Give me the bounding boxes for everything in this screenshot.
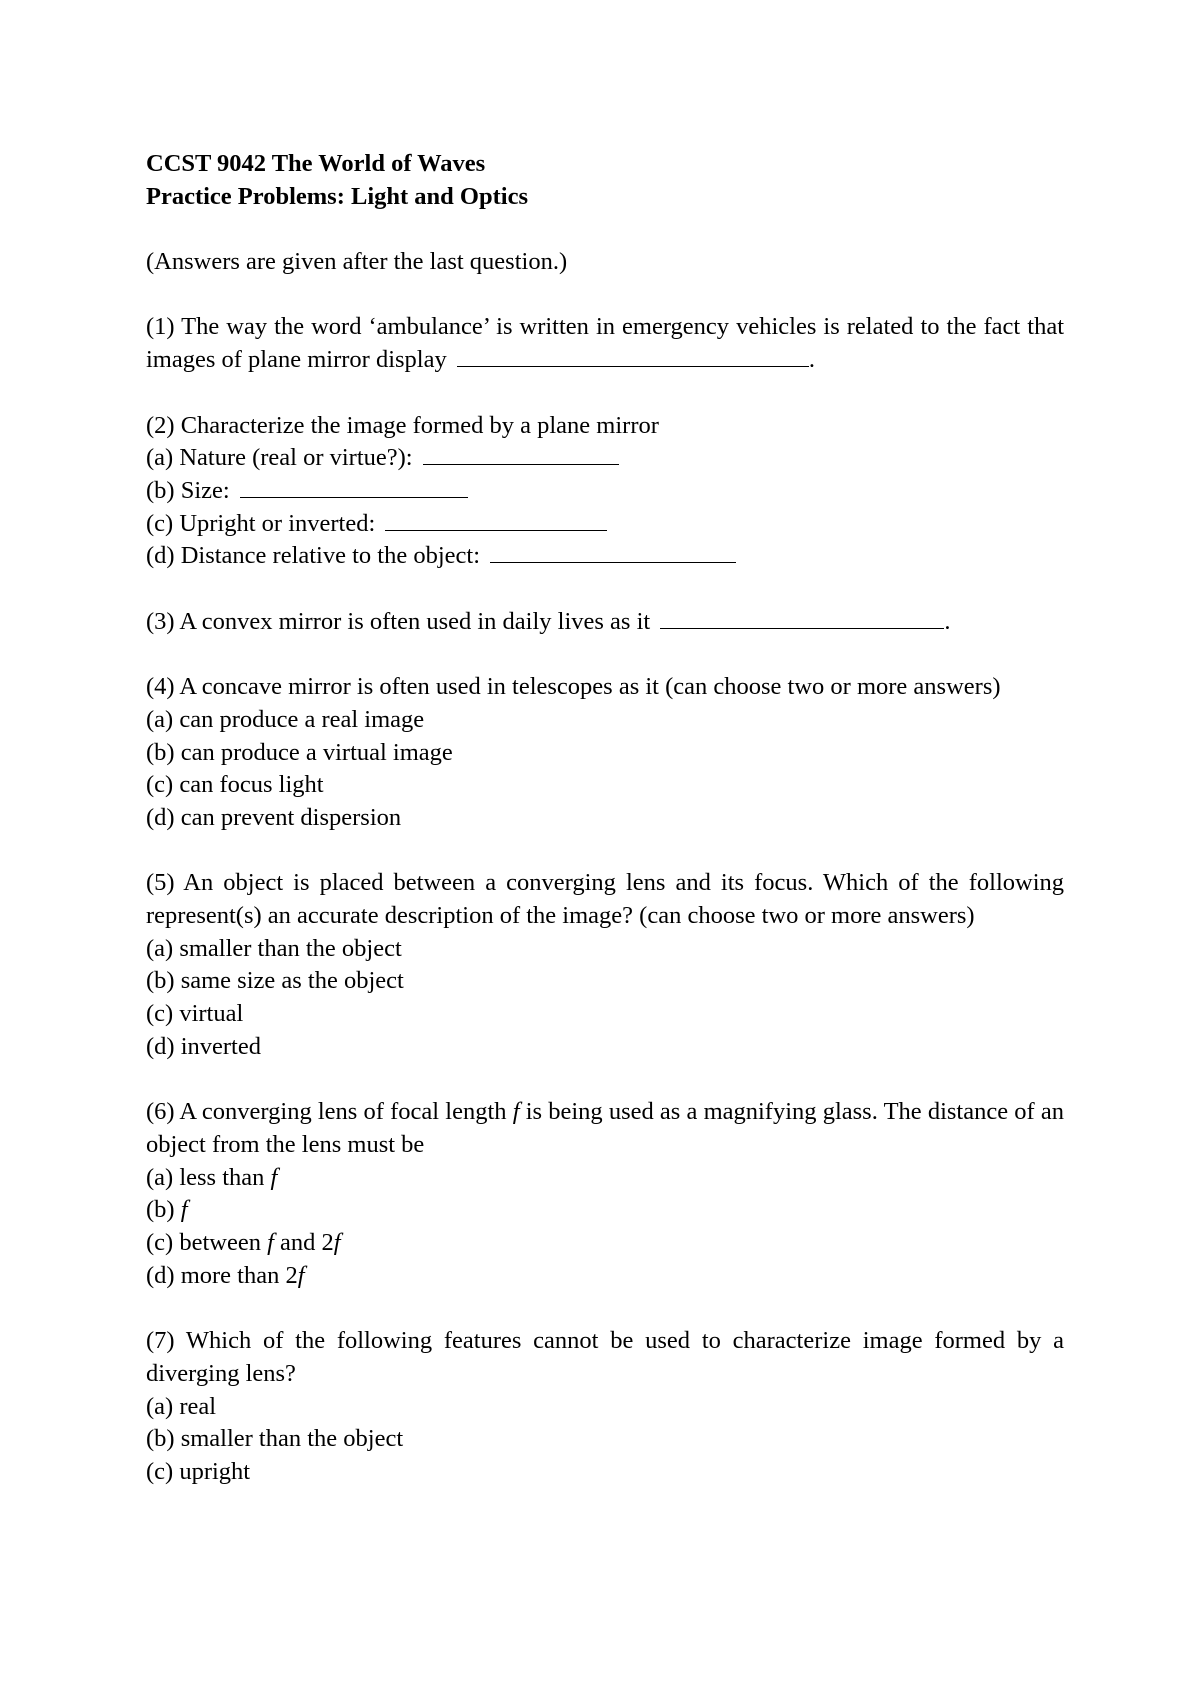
question-3-end: . bbox=[944, 607, 951, 635]
answers-note: (Answers are given after the last question.) bbox=[146, 248, 568, 276]
focal-length-symbol: f bbox=[267, 1229, 274, 1257]
question-6-option-c-mid: and 2 bbox=[280, 1229, 334, 1257]
question-1-text: (1) The way the word ‘ambulance’ is written in emergency vehicles is related to the fact that images of plane mirror display bbox=[146, 313, 1064, 374]
document-page bbox=[146, 148, 1064, 1489]
answer-blank-1[interactable] bbox=[457, 344, 809, 367]
question-2-option-a-label: (a) Nature (real or virtue?): bbox=[146, 444, 413, 472]
question-7-option-b: (b) smaller than the object bbox=[146, 1425, 404, 1453]
question-2 bbox=[146, 410, 1064, 574]
question-2-option-b bbox=[146, 475, 1064, 508]
question-5-option-d: (d) inverted bbox=[146, 1032, 261, 1060]
page-subtitle: Practice Problems: Light and Optics bbox=[146, 182, 528, 210]
question-3-stem: (3) A convex mirror is often used in daily lives as it bbox=[146, 607, 651, 635]
focal-length-symbol: f bbox=[297, 1261, 305, 1289]
question-2-option-d-label: (d) Distance relative to the object: bbox=[146, 542, 481, 570]
focal-length-symbol: f bbox=[180, 1196, 188, 1224]
question-7-stem: (7) Which of the following features cannot be used to characterize image formed by a diverging lens? bbox=[146, 1327, 1064, 1387]
question-2-option-a bbox=[146, 442, 1064, 475]
question-6-option-b-label: (b) bbox=[146, 1196, 175, 1224]
question-6-option-a-label: (a) less than bbox=[146, 1163, 265, 1191]
answer-blank-2a[interactable] bbox=[423, 442, 619, 465]
question-6-option-c bbox=[146, 1227, 1064, 1260]
question-7-option-a: (a) real bbox=[146, 1392, 217, 1420]
question-1-end: . bbox=[808, 346, 815, 374]
question-2-option-b-label: (b) Size: bbox=[146, 476, 230, 504]
question-5-stem: (5) An object is placed between a converging lens and its focus. Which of the following represent(s) an accurate description of the image? (can choose two or more answers) bbox=[146, 869, 1064, 930]
course-title: CCST 9042 The World of Waves bbox=[146, 150, 486, 177]
question-4-option-a: (a) can produce a real image bbox=[146, 705, 425, 733]
question-4-option-c: (c) can focus light bbox=[146, 771, 324, 799]
question-6-stem-start: (6) A converging lens of focal length bbox=[146, 1098, 507, 1126]
question-4-option-d: (d) can prevent dispersion bbox=[146, 803, 402, 831]
question-1 bbox=[146, 311, 1064, 376]
question-5-option-c: (c) virtual bbox=[146, 1000, 244, 1028]
answer-blank-2b[interactable] bbox=[240, 475, 468, 498]
question-6 bbox=[146, 1096, 1064, 1292]
question-6-option-c-label: (c) between bbox=[146, 1229, 261, 1257]
question-6-stem bbox=[146, 1096, 1064, 1161]
question-6-option-d bbox=[146, 1260, 1064, 1293]
question-2-option-d bbox=[146, 540, 1064, 573]
question-5-option-a: (a) smaller than the object bbox=[146, 934, 402, 962]
focal-length-symbol: f bbox=[512, 1098, 520, 1126]
question-7-option-c: (c) upright bbox=[146, 1458, 251, 1485]
question-2-option-c-label: (c) Upright or inverted: bbox=[146, 509, 376, 537]
focal-length-symbol: f bbox=[333, 1229, 341, 1257]
question-2-option-c bbox=[146, 508, 1064, 541]
question-6-option-d-label: (d) more than 2 bbox=[146, 1261, 298, 1289]
question-7 bbox=[146, 1325, 1064, 1489]
answer-blank-3[interactable] bbox=[660, 606, 944, 629]
answer-blank-2c[interactable] bbox=[385, 508, 607, 531]
question-4-option-b: (b) can produce a virtual image bbox=[146, 738, 453, 766]
question-5-option-b: (b) same size as the object bbox=[146, 967, 404, 995]
focal-length-symbol: f bbox=[270, 1163, 278, 1191]
question-5 bbox=[146, 867, 1064, 1063]
question-3 bbox=[146, 606, 1064, 639]
question-6-option-a bbox=[146, 1162, 1064, 1195]
question-2-stem: (2) Characterize the image formed by a plane mirror bbox=[146, 411, 659, 439]
question-6-option-b bbox=[146, 1194, 1064, 1227]
question-4-stem: (4) A concave mirror is often used in telescopes as it (can choose two or more answers) bbox=[146, 673, 1001, 701]
question-4 bbox=[146, 671, 1064, 835]
question-6-stem-end: is being used as a magnifying glass. The distance of an object from the lens must be bbox=[146, 1098, 1065, 1158]
answer-blank-2d[interactable] bbox=[490, 540, 736, 563]
